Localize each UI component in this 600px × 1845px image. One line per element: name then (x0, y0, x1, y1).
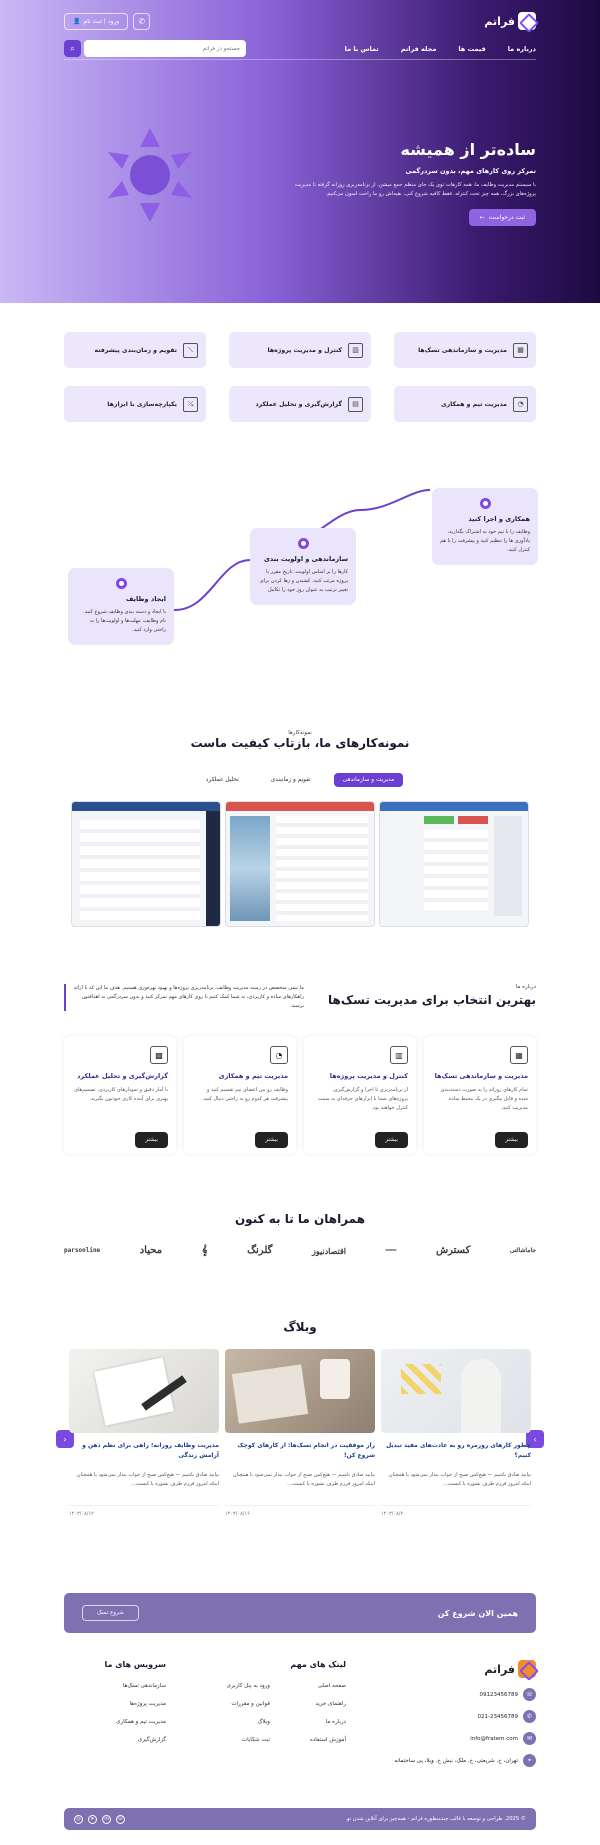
search-box (64, 40, 246, 57)
feature-team[interactable] (394, 386, 536, 422)
footer-link[interactable]: ورود به پنل کاربری (226, 1683, 270, 1689)
carousel-prev-icon[interactable]: ‹ (56, 1430, 74, 1448)
instagram-icon[interactable]: ◎ (74, 1815, 83, 1824)
service-title: مدیریت تیم و همکاری (218, 1072, 288, 1080)
main-nav (64, 40, 536, 60)
tab-calendar[interactable]: تقویم و زمانبندی (270, 777, 311, 783)
step-desc: وظایف را با تیم خود به اشتراک بگذارید، یادآوری ها را تنظیم کنید و پیشرفت را با هم کنترل کنید. (440, 529, 530, 553)
nav-item-prices[interactable]: قیمت ها (458, 44, 486, 53)
service-more-button[interactable]: بیشتر (255, 1132, 288, 1148)
service-card-projects (304, 1036, 416, 1154)
footer-link[interactable]: ثبت شکایات (241, 1737, 270, 1743)
grid-icon: ▦ (510, 1046, 528, 1064)
footer-phone[interactable] (394, 1688, 536, 1701)
portfolio-shot-list[interactable] (226, 802, 374, 926)
step-card-organize (250, 528, 356, 605)
partner-logo: گلرنگ (247, 1245, 273, 1256)
steps-section (0, 480, 600, 690)
partners-title: همراهان ما تا به کنون (234, 1212, 366, 1226)
step-dot-icon (480, 498, 491, 509)
service-title: مدیریت و سازماندهی تسک‌ها (434, 1072, 528, 1080)
blog-title: وبلاگ (283, 1320, 317, 1334)
line-chart-icon: ⟋ (183, 343, 198, 358)
hero-cta-label: ثبت درخواست (488, 213, 525, 221)
step-title: ایجاد وظایف (125, 595, 166, 603)
service-desc: وظایف رو بین اعضای تیم تقسیم کنید و پیشرفت هر کدوم رو به راحتی دنبال کنید. (202, 1087, 288, 1102)
email-text: info@fratem.com (470, 1735, 518, 1742)
tab-analytics[interactable]: تحلیل عملکرد (205, 777, 239, 783)
pie-chart-icon: ◔ (513, 397, 528, 412)
about-text: ما تیمی متخصص در زمینه مدیریت وظایف، برنامه‌ریزی پروژه‌ها و بهبود بهره‌وری هستیم. هدف ما این که با ارائه راهکارهای ساده و کاربردی، به شما کمک کنیم تا روی کارهای مهم تمرکز کنید و بدون سردرگمی به اهدافتون برسید. (64, 984, 304, 1011)
social-links (74, 1815, 125, 1824)
service-desc: تمام کارهای روزانه را به صورت دسته‌بندی شده و قابل پیگیری در یک محیط ساده مدیریت کنید. (440, 1087, 528, 1111)
footer-service-link[interactable]: سازماندهی تسک‌ها (122, 1683, 166, 1689)
top-bar (64, 10, 536, 32)
footer-service-link[interactable]: گزارش‌گیری (137, 1737, 166, 1743)
footer-logo-text: فراتم (484, 1662, 515, 1676)
feature-reports[interactable] (229, 386, 371, 422)
blog-post-desc: بیایید صادق باشیم — هیچ‌کس صبح از خواب بیدار نمی‌شود یا همچنان اینکه امروز فرزم طرف بشوره یا کیست... (388, 1472, 531, 1487)
blog-post-desc: بیایید صادق باشیم — هیچ‌کس صبح از خواب بیدار نمی‌شود یا همچنان اینکه امروز فرزم طرف بشوره یا کیست... (76, 1472, 219, 1487)
footer-contact (394, 1660, 536, 1776)
service-desc: با آمار دقیق و نمودارهای کاربردی، تصمیم‌های بهتری برای آینده کاری خودتون بگیرید. (74, 1087, 168, 1102)
nav-item-about[interactable]: درباره ما (507, 44, 536, 53)
blog-post-date: ۱۴۰۳/۰۸/۱۲ (69, 1505, 219, 1517)
arrow-left-icon: ← (479, 213, 485, 221)
partner-logo: جاماشالتی (509, 1247, 536, 1254)
phone-icon[interactable]: ✆ (133, 13, 150, 30)
step-title: سازماندهی و اولویت بندی (263, 555, 348, 563)
login-button[interactable] (64, 13, 128, 30)
step-dot-icon (298, 538, 309, 549)
nav-item-magazine[interactable]: مجله فراتم (400, 44, 437, 53)
service-more-button[interactable]: بیشتر (375, 1132, 408, 1148)
phone-text: 09123456789 (479, 1691, 518, 1698)
site-logo[interactable] (484, 12, 536, 30)
partners-heading (0, 1212, 600, 1226)
blog-post-title[interactable]: مدیریت وظایف روزانه؛ راهی برای نظم ذهن و آرامش زندگی (82, 1442, 219, 1459)
blog-image (69, 1349, 219, 1433)
footer-link[interactable]: راهنمای خرید (315, 1701, 346, 1707)
partner-logo: اقتصادنیوز (311, 1245, 346, 1256)
phone-icon: ✆ (523, 1710, 536, 1723)
blog-image (225, 1349, 375, 1433)
cta-band-text: همین الان شروع کن (437, 1608, 518, 1618)
user-icon: 👤 (73, 17, 81, 25)
portfolio-heading (0, 730, 600, 750)
whatsapp-icon: ☏ (523, 1688, 536, 1701)
bar-chart-icon: ▥ (348, 343, 363, 358)
feature-label: کنترل و مدیریت پروژه‌ها (267, 346, 342, 354)
hero-description: با سیستم مدیریت وظایف ما، همه کارهات توی یک جای منظم جمع میشن. از برنامه‌ریزی روزانه گرفته تا مدیریت پروژه‌های بزرگ، همه چیز تحت کنترله. فقط کافیه شروع کنی، بقیه‌اش رو ما راحت اسون می‌کنیم. (294, 182, 536, 197)
hero-text (286, 140, 536, 226)
portfolio-shot-dashboard[interactable] (72, 802, 220, 926)
nav-links (345, 45, 536, 53)
logo-mark-icon (518, 12, 536, 30)
blog-heading (0, 1320, 600, 1334)
telegram-icon[interactable]: ➤ (88, 1815, 97, 1824)
footer-links-title: لینک های مهم (290, 1660, 346, 1669)
qr-grid-icon: ▩ (150, 1046, 168, 1064)
integration-icon: ⤯ (183, 397, 198, 412)
blog-card[interactable] (225, 1349, 375, 1521)
feature-label: مدیریت و سازماندهی تسک‌ها (418, 346, 507, 354)
bar-chart-icon: ▥ (390, 1046, 408, 1064)
footer (64, 1660, 536, 1800)
step-desc: با ایجاد و دسته بندی وظایف شروع کنید. نام وظایف، مهلت‌ها و اولویت‌ها را به راحتی وارد کنید. (83, 609, 166, 633)
about-kicker: درباره ما (515, 984, 536, 990)
hero-section (0, 0, 600, 303)
footer-service-link[interactable]: مدیریت پروژه‌ها (129, 1701, 166, 1707)
footer-link[interactable]: درباره ما (325, 1719, 346, 1725)
tel-text: 021-23456789 (477, 1713, 518, 1720)
feature-label: تقویم و زمان‌بندی پیشرفته (94, 346, 177, 354)
partner-logo: parsonline (64, 1247, 101, 1254)
service-title: کنترل و مدیریت پروژه‌ها (329, 1072, 408, 1080)
blog-card[interactable] (381, 1349, 531, 1521)
blog-image (381, 1349, 531, 1433)
copyright-bar (64, 1808, 536, 1830)
footer-tel[interactable] (394, 1710, 536, 1723)
feature-task-management[interactable] (394, 332, 536, 368)
service-card-reports (64, 1036, 176, 1154)
footer-logo[interactable] (394, 1660, 536, 1678)
footer-links (227, 1660, 346, 1743)
tab-management[interactable]: مدیریت و سازماندهی (334, 773, 404, 787)
nav-item-contact[interactable]: تماس با ما (344, 44, 379, 53)
email-icon: ✉ (523, 1732, 536, 1745)
step-card-collaborate (432, 488, 538, 565)
service-more-button[interactable]: بیشتر (495, 1132, 528, 1148)
blog-card[interactable] (69, 1349, 219, 1521)
partner-logo: 𝄞 (201, 1245, 208, 1256)
footer-link[interactable]: قوانین و مقررات (231, 1701, 270, 1707)
location-icon: ⌖ (523, 1754, 536, 1767)
blog-post-title[interactable]: راز موفقیت در انجام تسک‌ها: از کارهای کوچک شروع کن! (237, 1442, 375, 1459)
portfolio-kicker: نمونه‌کارها (288, 730, 312, 736)
feature-label: گزارش‌گیری و تحلیل عملکرد (255, 400, 342, 408)
grid-icon: ▦ (513, 343, 528, 358)
feature-calendar[interactable] (64, 332, 206, 368)
blog-post-date: ۱۴۰۳/۰۸/۱۶ (225, 1505, 375, 1517)
hero-subtitle: تمرکز روی کارهای مهم، بدون سردرگمی (405, 167, 536, 175)
partner-logo: محیاد (139, 1245, 163, 1256)
login-label: ورود | ثبت نام (83, 17, 120, 25)
carousel-next-icon[interactable]: › (526, 1430, 544, 1448)
logo-mark-icon (518, 1660, 536, 1678)
partners-logos (64, 1245, 536, 1256)
report-icon: ▤ (348, 397, 363, 412)
about-heading (328, 984, 536, 1007)
portfolio-shot-kanban[interactable] (380, 802, 528, 926)
service-more-button[interactable]: بیشتر (135, 1132, 168, 1148)
linkedin-icon[interactable]: in (102, 1815, 111, 1824)
footer-link[interactable]: وبلاگ (257, 1719, 270, 1725)
about-title: بهترین انتخاب برای مدیریت تسک‌ها (328, 993, 536, 1007)
hero-title: ساده‌تر از همیشه (400, 140, 536, 159)
step-desc: کارها را بر اساس اولویت، تاریخ مقرر یا پروژه مرتب کنید. کشیدن و رها کردن برای تغییر ترتیب به عنوان روز خود را تکامل (259, 569, 348, 593)
copyright-text: © 2025. طراحی و توسعه با قالب چندمنظوره فراتم - همه‌چیز برای آنلاین شدن تو. (345, 1816, 526, 1822)
portfolio-screenshots (72, 802, 528, 926)
cta-band-button[interactable]: شروع تسک (82, 1605, 139, 1621)
footer-address (394, 1754, 536, 1767)
whatsapp-icon[interactable]: ☏ (117, 1816, 124, 1822)
hero-cta-button[interactable] (469, 209, 536, 226)
portfolio-title: نمونه‌کارهای ما، بازتاب کیفیت ماست (190, 736, 410, 750)
portfolio-tabs (0, 773, 600, 787)
feature-integration[interactable] (64, 386, 206, 422)
hero-sun-illustration (100, 125, 200, 225)
feature-label: یکپارچه‌سازی با ابزارها (107, 400, 177, 408)
search-input[interactable] (84, 40, 246, 57)
footer-services (104, 1660, 166, 1743)
feature-project-control[interactable] (229, 332, 371, 368)
footer-link[interactable]: صفحه اصلی (317, 1683, 346, 1689)
pie-chart-icon: ◔ (270, 1046, 288, 1064)
address-text: تهران، خ. شریعتی، خ. ملک، نبش خ. ویلا، پی ساختمانه (394, 1757, 518, 1764)
top-actions (64, 13, 150, 30)
service-card-team (184, 1036, 296, 1154)
search-icon[interactable]: ⌕ (64, 40, 81, 57)
step-title: همکاری و اجرا کنید (468, 515, 530, 523)
service-title: گزارش‌گیری و تحلیل عملکرد (77, 1072, 168, 1080)
partner-logo: ═══ (385, 1247, 397, 1254)
service-card-tasks (424, 1036, 536, 1154)
step-card-create (68, 568, 174, 645)
cta-band (64, 1593, 536, 1633)
service-desc: از برنامه‌ریزی تا اجرا و گزارش‌گیری، پروژه‌های شما با ابزارهای حرفه‌ای به سمت کنترل خواهند بود. (317, 1087, 408, 1111)
step-dot-icon (116, 578, 127, 589)
blog-post-desc: بیایید صادق باشیم — هیچ‌کس صبح از خواب بیدار نمی‌شود یا همچنان اینکه امروز فرزم طرف بشوره یا کیست... (232, 1472, 375, 1487)
partner-logo: کسترش (435, 1245, 471, 1256)
footer-email[interactable] (394, 1732, 536, 1745)
blog-post-title[interactable]: چطور کارهای روزمره رو به عادت‌های مفید تبدیل کنیم؟ (386, 1442, 531, 1459)
footer-service-link[interactable]: مدیریت تیم و همکاری (116, 1719, 166, 1725)
blog-post-date: ۱۴۰۳/۰۸/۲۰ (381, 1505, 531, 1517)
logo-text: فراتم (484, 14, 515, 28)
footer-services-title: سرویس های ما (104, 1660, 166, 1669)
footer-link[interactable]: آموزش استفاده (309, 1737, 346, 1743)
feature-label: مدیریت تیم و همکاری (440, 400, 507, 408)
